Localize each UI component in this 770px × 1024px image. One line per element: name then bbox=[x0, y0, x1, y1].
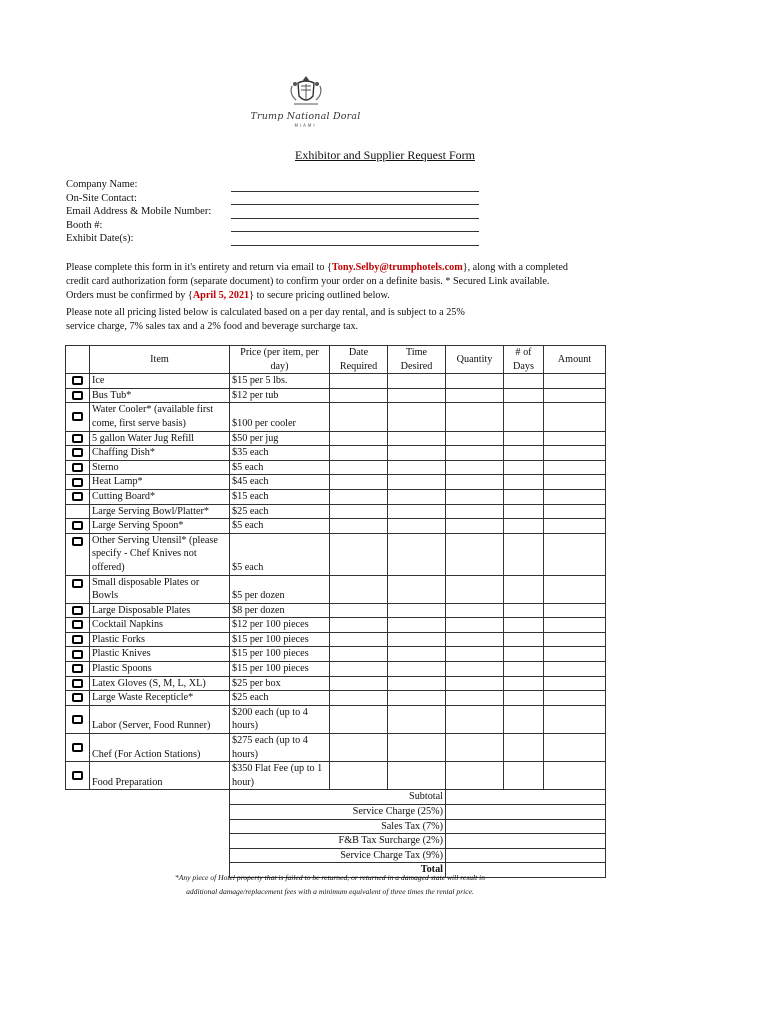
email-mobile-field[interactable] bbox=[231, 205, 479, 219]
service-charge-tax-value[interactable] bbox=[446, 848, 606, 863]
contact-email[interactable]: Tony.Selby@trumphotels.com bbox=[331, 262, 463, 273]
table-row bbox=[66, 575, 606, 603]
service-charge-tax-label: Service Charge Tax (9%) bbox=[230, 848, 446, 863]
exhibit-dates-field[interactable] bbox=[231, 232, 479, 246]
price-label: $12 per tub bbox=[230, 388, 330, 403]
header-time: Time Desired bbox=[388, 346, 446, 374]
checkbox-other-utensil[interactable] bbox=[72, 537, 83, 546]
table-row bbox=[66, 603, 606, 618]
table-row bbox=[66, 460, 606, 475]
crest-icon bbox=[286, 74, 326, 110]
table-row bbox=[66, 489, 606, 504]
onsite-contact-label: On-Site Contact: bbox=[66, 192, 137, 204]
item-label: Labor (Server, Food Runner) bbox=[90, 705, 230, 733]
hotel-logo bbox=[248, 74, 363, 140]
checkbox-large-plates[interactable] bbox=[72, 606, 83, 615]
price-label: $35 each bbox=[230, 446, 330, 461]
item-label: Heat Lamp* bbox=[90, 475, 230, 490]
price-label: $5 each bbox=[230, 519, 330, 534]
table-row bbox=[66, 618, 606, 633]
price-label: $200 each (up to 4 hours) bbox=[230, 705, 330, 733]
confirm-deadline: April 5, 2021 bbox=[192, 289, 250, 301]
company-name-field[interactable] bbox=[231, 178, 479, 192]
sales-tax-value[interactable] bbox=[446, 819, 606, 834]
table-row bbox=[66, 691, 606, 706]
service-charge-value[interactable] bbox=[446, 805, 606, 820]
footnote-line-1: *Any piece of Hotel property that is failed to be returned, or returned in a damaged state will result in bbox=[174, 873, 486, 882]
service-charge-label: Service Charge (25%) bbox=[230, 805, 446, 820]
price-label: $50 per jug bbox=[230, 431, 330, 446]
summary-row-sales-tax bbox=[66, 819, 606, 834]
table-row bbox=[66, 705, 606, 733]
table-row bbox=[66, 647, 606, 662]
instructions: Please complete this form in it's entirety and return via email to {Tony.Selby@trumphotels.com}, along with a completed credit card authorization form (separate document) to confirm your order on a definite basis. * Secured Link available. Orders must be confirmed by {April 5, 2021} to secure pricing outlined below. bbox=[66, 262, 569, 301]
exhibit-dates-label: Exhibit Date(s): bbox=[66, 233, 134, 245]
item-label: Water Cooler* (available first come, first serve basis) bbox=[90, 403, 230, 431]
checkbox-serving-spoon[interactable] bbox=[72, 521, 83, 530]
table-row bbox=[66, 374, 606, 389]
price-label: $25 each bbox=[230, 504, 330, 519]
item-label: Chaffing Dish* bbox=[90, 446, 230, 461]
summary-row-fb-tax bbox=[66, 834, 606, 849]
order-table bbox=[65, 345, 606, 878]
price-label: $15 each bbox=[230, 489, 330, 504]
item-label: Chef (For Action Stations) bbox=[90, 734, 230, 762]
price-label: $5 per dozen bbox=[230, 575, 330, 603]
item-label: Large Serving Bowl/Platter* bbox=[90, 504, 230, 519]
table-row bbox=[66, 662, 606, 677]
booth-label: Booth #: bbox=[66, 219, 103, 231]
price-label: $25 per box bbox=[230, 676, 330, 691]
onsite-contact-field[interactable] bbox=[231, 192, 479, 206]
booth-field[interactable] bbox=[231, 219, 479, 233]
total-label: Total bbox=[230, 863, 446, 878]
item-label: Cocktail Napkins bbox=[90, 618, 230, 633]
checkbox-cutting-board[interactable] bbox=[72, 492, 83, 501]
table-row bbox=[66, 734, 606, 762]
price-label: $275 each (up to 4 hours) bbox=[230, 734, 330, 762]
table-row bbox=[66, 533, 606, 575]
table-row bbox=[66, 632, 606, 647]
fb-tax-label: F&B Tax Surcharge (2%) bbox=[230, 834, 446, 849]
info-labels bbox=[66, 178, 211, 246]
item-label: Cutting Board* bbox=[90, 489, 230, 504]
item-label: Latex Gloves (S, M, L, XL) bbox=[90, 676, 230, 691]
checkbox-waste-recepticle[interactable] bbox=[72, 693, 83, 702]
footnote-line-2: additional damage/replacement fees with a minimum equivalent of three times the rental price. bbox=[186, 887, 474, 896]
checkbox-ice[interactable] bbox=[72, 376, 83, 385]
price-label: $15 per 100 pieces bbox=[230, 647, 330, 662]
header-days: # of Days bbox=[504, 346, 544, 374]
table-row bbox=[66, 676, 606, 691]
checkbox-plastic-knives[interactable] bbox=[72, 650, 83, 659]
price-label: $100 per cooler bbox=[230, 403, 330, 431]
checkbox-latex-gloves[interactable] bbox=[72, 679, 83, 688]
table-row bbox=[66, 403, 606, 431]
table-header bbox=[66, 346, 606, 374]
logo-city: MIAMI bbox=[294, 123, 317, 128]
item-label: Other Serving Utensil* (please specify - Chef Knives not offered) bbox=[90, 533, 230, 575]
checkbox-bus-tub[interactable] bbox=[72, 391, 83, 400]
summary-row-service-charge-tax bbox=[66, 848, 606, 863]
checkbox-plastic-forks[interactable] bbox=[72, 635, 83, 644]
checkbox-plastic-spoons[interactable] bbox=[72, 664, 83, 673]
price-label: $12 per 100 pieces bbox=[230, 618, 330, 633]
header-price: Price (per item, per day) bbox=[230, 346, 330, 374]
header-date: Date Required bbox=[330, 346, 388, 374]
checkbox-food-prep[interactable] bbox=[72, 771, 83, 780]
item-label: Sterno bbox=[90, 460, 230, 475]
item-label: Large Disposable Plates bbox=[90, 603, 230, 618]
table-row bbox=[66, 519, 606, 534]
checkbox-heat-lamp[interactable] bbox=[72, 478, 83, 487]
item-label: Large Serving Spoon* bbox=[90, 519, 230, 534]
fb-tax-value[interactable] bbox=[446, 834, 606, 849]
item-label: Large Waste Recepticle* bbox=[90, 691, 230, 706]
item-label: Plastic Knives bbox=[90, 647, 230, 662]
price-label: $5 each bbox=[230, 533, 330, 575]
price-label: $25 each bbox=[230, 691, 330, 706]
summary-row-subtotal bbox=[66, 790, 606, 805]
checkbox-sterno[interactable] bbox=[72, 463, 83, 472]
price-label: $45 each bbox=[230, 475, 330, 490]
header-amount: Amount bbox=[544, 346, 606, 374]
checkbox-labor[interactable] bbox=[72, 715, 83, 724]
price-label: $15 per 100 pieces bbox=[230, 632, 330, 647]
info-fields bbox=[231, 178, 479, 246]
company-name-label: Company Name: bbox=[66, 179, 138, 190]
header-item: Item bbox=[90, 346, 230, 374]
checkbox-small-plates[interactable] bbox=[72, 579, 83, 588]
pricing-note: Please note all pricing listed below is calculated based on a per day rental, and is subject to a 25% service charge, 7% sales tax and a 2% food and beverage surcharge tax. bbox=[66, 307, 465, 332]
summary-row-service-charge bbox=[66, 805, 606, 820]
item-label: Bus Tub* bbox=[90, 388, 230, 403]
checkbox-water-jug[interactable] bbox=[72, 434, 83, 443]
table-row bbox=[66, 504, 606, 519]
table-row bbox=[66, 431, 606, 446]
checkbox-chef[interactable] bbox=[72, 743, 83, 752]
item-label: Ice bbox=[90, 374, 230, 389]
price-label: $5 each bbox=[230, 460, 330, 475]
checkbox-chaffing-dish[interactable] bbox=[72, 448, 83, 457]
logo-wordmark: Trump National Doral bbox=[250, 111, 361, 122]
item-label: Small disposable Plates or Bowls bbox=[90, 575, 230, 603]
page-title: Exhibitor and Supplier Request Form bbox=[295, 148, 475, 162]
checkbox-cocktail-napkins[interactable] bbox=[72, 620, 83, 629]
price-label: $350 Flat Fee (up to 1 hour) bbox=[230, 762, 330, 790]
price-label: $15 per 100 pieces bbox=[230, 662, 330, 677]
table-row bbox=[66, 388, 606, 403]
item-label: Food Preparation bbox=[90, 762, 230, 790]
checkbox-water-cooler[interactable] bbox=[72, 412, 83, 421]
item-label: Plastic Spoons bbox=[90, 662, 230, 677]
subtotal-value[interactable] bbox=[446, 790, 606, 805]
table-row bbox=[66, 762, 606, 790]
subtotal-label: Subtotal bbox=[230, 790, 446, 805]
price-label: $15 per 5 lbs. bbox=[230, 374, 330, 389]
item-label: 5 gallon Water Jug Refill bbox=[90, 431, 230, 446]
sales-tax-label: Sales Tax (7%) bbox=[230, 819, 446, 834]
table-row bbox=[66, 475, 606, 490]
price-label: $8 per dozen bbox=[230, 603, 330, 618]
table-row bbox=[66, 446, 606, 461]
item-label: Plastic Forks bbox=[90, 632, 230, 647]
email-mobile-label: Email Address & Mobile Number: bbox=[66, 206, 212, 218]
header-quantity: Quantity bbox=[446, 346, 504, 374]
